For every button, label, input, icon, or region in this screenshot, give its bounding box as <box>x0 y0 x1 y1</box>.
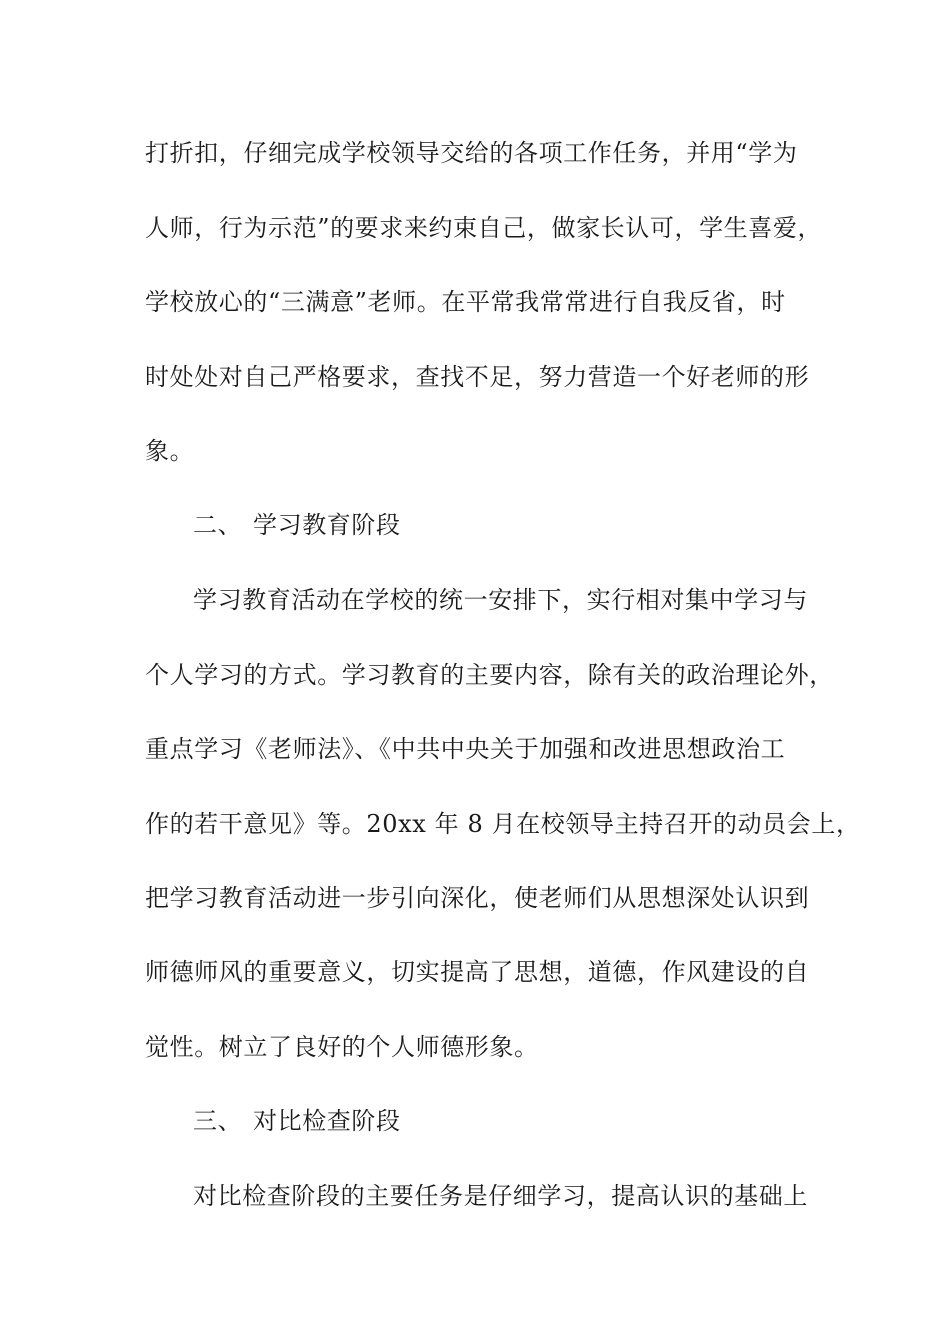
paragraph-line: 学习教育活动在学校的统一安排下，实行相对集中学习与 <box>193 586 808 614</box>
section-title: 对比检查阶段 <box>253 1107 401 1135</box>
paragraph-line: 作的若干意见》等。20xx 年 8 月在校领导主持召开的动员会上， <box>145 810 861 838</box>
paragraph-line: 师德师风的重要意义，切实提高了思想，道德，作风建设的自 <box>145 958 810 986</box>
paragraph-line: 打折扣，仔细完成学校领导交给的各项工作任务，并用“学为 <box>145 139 798 167</box>
paragraph-line: 觉性。树立了良好的个人师德形象。 <box>145 1033 539 1061</box>
paragraph-line: 学校放心的“三满意”老师。在平常我常常进行自我反省，时 <box>145 288 786 316</box>
paragraph-line: 把学习教育活动进一步引向深化，使老师们从思想深处认识到 <box>145 884 810 912</box>
section-title: 学习教育阶段 <box>253 511 401 539</box>
paragraph-line: 重点学习《老师法》、《中共中央关于加强和改进思想政治工 <box>145 735 786 763</box>
paragraph-line: 时处处对自己严格要求，查找不足，努力营造一个好老师的形 <box>145 363 810 391</box>
paragraph-line: 象。 <box>145 437 195 465</box>
section-heading-3 <box>193 1106 401 1136</box>
section-number: 二、 <box>193 511 243 539</box>
section-number: 三、 <box>193 1107 243 1135</box>
paragraph-line: 个人学习的方式。学习教育的主要内容，除有关的政治理论外， <box>145 661 834 689</box>
paragraph-line: 对比检查阶段的主要任务是仔细学习，提高认识的基础上 <box>193 1182 808 1210</box>
paragraph-line: 人师，行为示范”的要求来约束自己，做家长认可，学生喜爱， <box>145 214 823 242</box>
section-heading-2 <box>193 510 401 540</box>
